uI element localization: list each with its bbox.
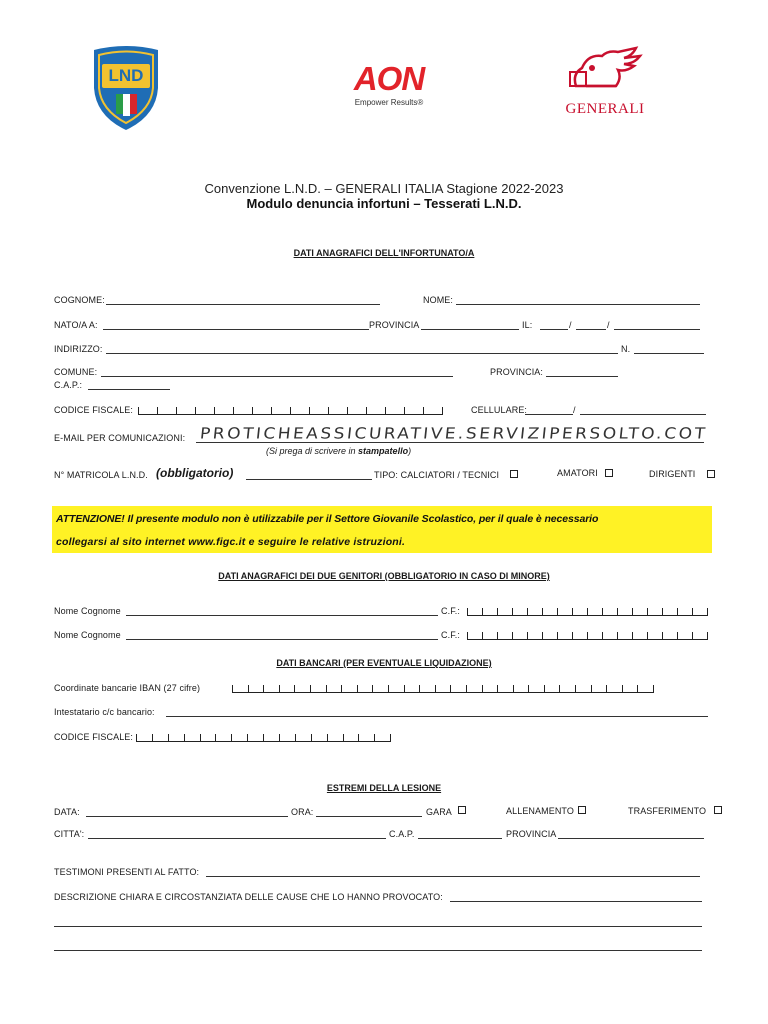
indirizzo-label: INDIRIZZO: (54, 344, 103, 354)
data-nascita-year-field[interactable] (614, 329, 700, 330)
lnd-logo-text: LND (108, 66, 144, 85)
comune-field[interactable] (101, 376, 453, 377)
provincia-residenza-field[interactable] (546, 376, 618, 377)
genitore1-cf-boxes[interactable] (467, 607, 708, 616)
figc-link[interactable]: www.figc.it (188, 536, 246, 548)
amatori-label: AMATORI (557, 468, 598, 478)
injury-provincia-field[interactable] (558, 838, 704, 839)
allenamento-label: ALLENAMENTO (506, 806, 574, 816)
bank-codice-fiscale-label: CODICE FISCALE: (54, 732, 134, 742)
attention-notice-line2 (56, 536, 405, 548)
cap-field[interactable] (88, 389, 170, 390)
notice-line2-suffix: e seguire le relative istruzioni. (245, 536, 406, 548)
numero-civico-label: N. (621, 344, 631, 354)
injury-cap-label: C.A.P. (389, 829, 415, 839)
form-title: Convenzione L.N.D. – GENERALI ITALIA Stagione 2022-2023 (204, 181, 564, 196)
section-heading-bank: DATI BANCARI (PER EVENTUALE LIQUIDAZIONE) (276, 658, 492, 668)
phone-separator: / (573, 405, 576, 415)
iban-boxes[interactable] (232, 684, 654, 693)
provincia-residenza-label: PROVINCIA: (490, 367, 544, 377)
section-heading-injured: DATI ANAGRAFICI DELL'INFORTUNATO/A (293, 248, 475, 258)
genitore1-nome-field[interactable] (126, 615, 438, 616)
numero-civico-field[interactable] (634, 353, 704, 354)
tipo-label: TIPO: CALCIATORI / TECNICI (374, 470, 500, 480)
indirizzo-field[interactable] (106, 353, 618, 354)
genitore2-nome-field[interactable] (126, 639, 438, 640)
aon-logo (344, 62, 434, 114)
nome-field[interactable] (456, 304, 700, 305)
descrizione-field-2[interactable] (54, 926, 702, 927)
amatori-checkbox[interactable] (605, 469, 613, 477)
section-heading-injury: ESTREMI DELLA LESIONE (326, 783, 442, 793)
testimoni-field[interactable] (206, 876, 700, 877)
descrizione-label: DESCRIZIONE CHIARA E CIRCOSTANZIATA DELLE CAUSE CHE LO HANNO PROVOCATO: (54, 892, 443, 902)
citta-field[interactable] (88, 838, 386, 839)
genitore2-nome-label: Nome Cognome (54, 630, 121, 640)
section-heading-parents: DATI ANAGRAFICI DEI DUE GENITORI (OBBLIGATORIO IN CASO DI MINORE) (218, 571, 550, 581)
data-infortunio-label: DATA: (54, 807, 80, 817)
dirigenti-checkbox[interactable] (707, 470, 715, 478)
generali-logo (562, 44, 648, 117)
email-hint-suffix: ) (408, 446, 412, 456)
nome-label: NOME: (423, 295, 454, 305)
codice-fiscale-label: CODICE FISCALE: (54, 405, 134, 415)
data-nascita-day-field[interactable] (540, 329, 568, 330)
matricola-field[interactable] (246, 479, 372, 480)
bank-codice-fiscale-boxes[interactable] (136, 733, 391, 742)
iban-label: Coordinate bancarie IBAN (27 cifre) (54, 683, 201, 693)
email-label: E-MAIL PER COMUNICAZIONI: (54, 433, 186, 443)
citta-label: CITTA': (54, 829, 85, 839)
ora-field[interactable] (316, 816, 422, 817)
injury-provincia-label: PROVINCIA (506, 829, 557, 839)
genitore2-cf-label: C.F.: (441, 630, 461, 640)
descrizione-field-1[interactable] (450, 901, 702, 902)
dirigenti-label: DIRIGENTI (649, 469, 696, 479)
lnd-logo (88, 44, 164, 132)
allenamento-checkbox[interactable] (578, 806, 586, 814)
genitore1-cf-label: C.F.: (441, 606, 461, 616)
matricola-obbligatorio: (obbligatorio) (156, 466, 234, 480)
date-separator: / (569, 320, 572, 330)
form-subtitle: Modulo denuncia infortuni – Tesserati L.N.D. (246, 196, 522, 211)
generali-wordmark: GENERALI (565, 101, 645, 117)
intestatario-label: Intestatario c/c bancario: (54, 707, 155, 717)
email-hint (266, 446, 411, 456)
cognome-label: COGNOME: (54, 295, 105, 305)
provincia-nascita-field[interactable] (421, 329, 519, 330)
injury-cap-field[interactable] (418, 838, 502, 839)
ora-label: ORA: (291, 807, 314, 817)
aon-wordmark: AON (353, 60, 425, 97)
email-handwritten-value: PROTICHEASSICURATIVE.SERVIZIPERSOLTO.COT (199, 425, 709, 443)
notice-line2-prefix: collegarsi al sito internet (56, 536, 189, 548)
provincia-nascita-label: PROVINCIA (369, 320, 420, 330)
genitore1-nome-label: Nome Cognome (54, 606, 121, 616)
data-nascita-month-field[interactable] (576, 329, 606, 330)
nato-a-field[interactable] (103, 329, 369, 330)
trasferimento-label: TRASFERIMENTO (628, 806, 707, 816)
nato-a-label: NATO/A A: (54, 320, 98, 330)
cellulare-prefix-field[interactable] (525, 414, 573, 415)
lnd-shield-icon (88, 44, 164, 132)
testimoni-label: TESTIMONI PRESENTI AL FATTO: (54, 867, 200, 877)
descrizione-field-3[interactable] (54, 950, 702, 951)
comune-label: COMUNE: (54, 367, 98, 377)
cognome-field[interactable] (106, 304, 380, 305)
genitore2-cf-boxes[interactable] (467, 631, 708, 640)
winged-lion-icon (562, 44, 648, 96)
cellulare-number-field[interactable] (580, 414, 706, 415)
aon-tagline: Empower Results® (354, 98, 424, 107)
email-hint-bold: stampatello (358, 446, 409, 456)
gara-label: GARA (426, 807, 452, 817)
gara-checkbox[interactable] (458, 806, 466, 814)
data-nascita-label: IL: (522, 320, 533, 330)
cellulare-label: CELLULARE: (471, 405, 528, 415)
trasferimento-checkbox[interactable] (714, 806, 722, 814)
cap-label: C.A.P.: (54, 380, 83, 390)
intestatario-field[interactable] (166, 716, 708, 717)
tipo-calciatori-checkbox[interactable] (510, 470, 518, 478)
email-hint-prefix: (Si prega di scrivere in (266, 446, 359, 456)
attention-notice-line1: ATTENZIONE! Il presente modulo non è utilizzabile per il Settore Giovanile Scolastico, per il quale è necessario (56, 513, 599, 525)
codice-fiscale-boxes[interactable] (138, 406, 443, 415)
data-infortunio-field[interactable] (86, 816, 288, 817)
date-separator: / (607, 320, 610, 330)
matricola-label: N° MATRICOLA L.N.D. (54, 470, 148, 480)
